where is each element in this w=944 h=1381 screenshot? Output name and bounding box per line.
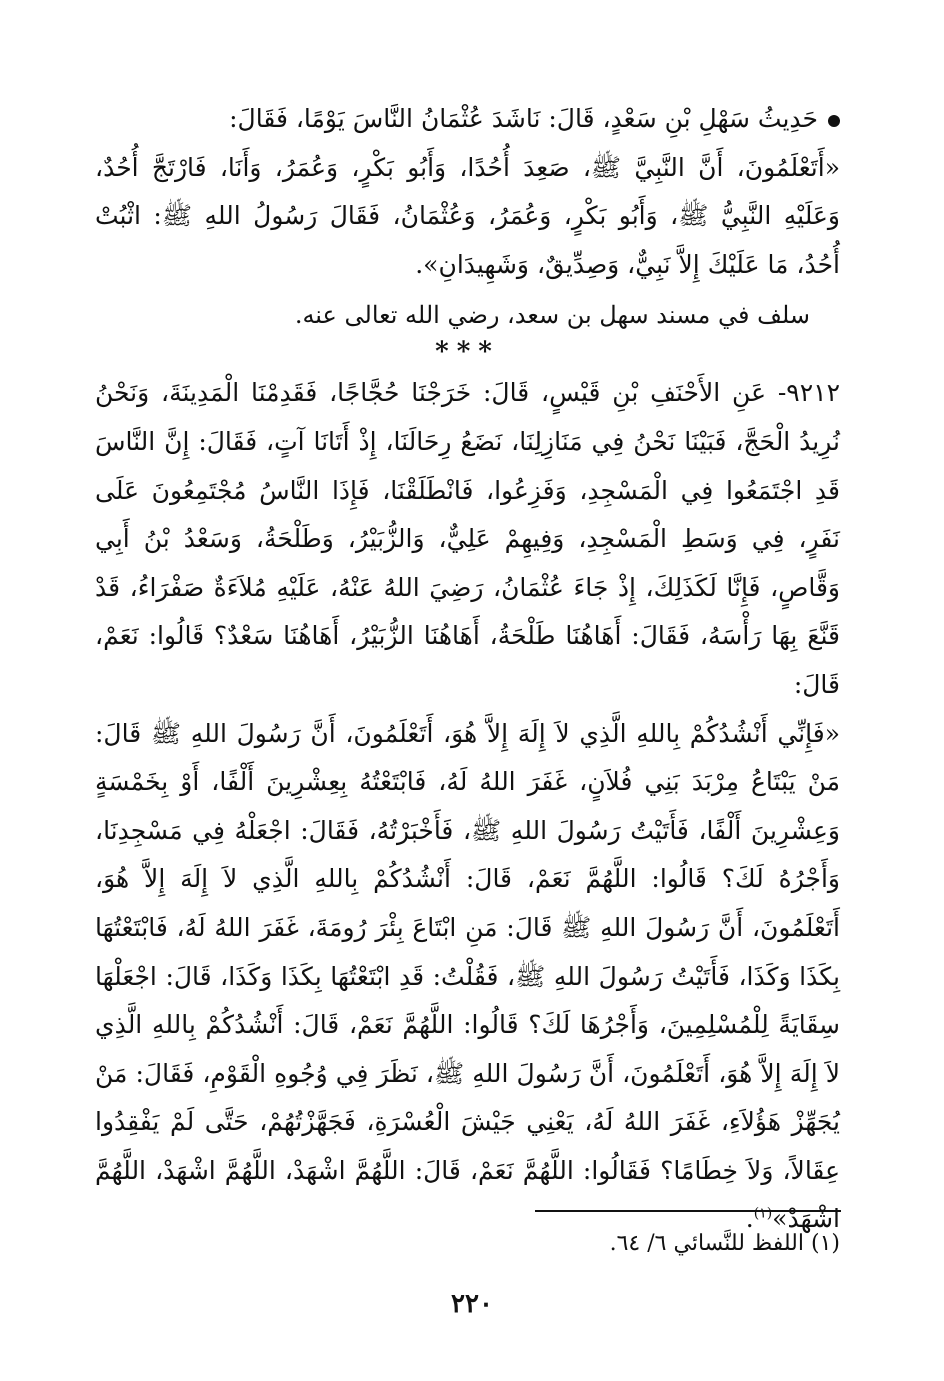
paragraph-1-quote: «أَتَعْلَمُونَ، أَنَّ النَّبِيَّ ﷺ، صَعِدَ أُحُدًا، وَأَبُو بَكْرٍ، وَعُمَرُ، وَأَنَا، فَارْتَجَّ أُحُدٌ، وَعَلَيْهِ النَّبِيُّ ﷺ، وَأَبُو بَكْرٍ، وَعُمَرُ، وَعُثْمَانُ، فَقَالَ رَسُولُ اللهِ ﷺ: اثْبُتْ أُحُدُ، مَا عَلَيْكَ إِلاَّ نَبِيٌّ، وَصِدِّيقٌ، وَشَهِيدَانِ». [95, 152, 840, 279]
footnote-marker: (١) [753, 1206, 773, 1223]
paragraph-3-text: «فَإِنِّي أَنْشُدُكُمْ بِاللهِ الَّذِي لاَ إِلَهَ إِلاَّ هُوَ، أَتَعْلَمُونَ، أَنَّ رَسُولَ اللهِ ﷺ قَالَ: مَنْ يَبْتَاعُ مِرْبَدَ بَنِي فُلاَنٍ، غَفَرَ اللهُ لَهُ، فَابْتَعْتُهُ بِعِشْرِينَ أَلْفًا، أَوْ بِخَمْسَةٍ وَعِشْرِينَ أَلْفًا، فَأَتَيْتُ رَسُولَ اللهِ ﷺ، فَأَخْبَرْتُهُ، فَقَالَ: اجْعَلْهُ فِي مَسْجِدِنَا، وَأَجْرُهُ لَكَ؟ قَالُوا: اللَّهُمَّ نَعَمْ، قَالَ: أَنْشُدُكُمْ بِاللهِ الَّذِي لاَ إِلَهَ إِلاَّ هُوَ، أَتَعْلَمُونَ، أَنَّ رَسُولَ اللهِ ﷺ قَالَ: مَنِ ابْتَاعَ بِئْرَ رُومَةَ، غَفَرَ اللهُ لَهُ، فَابْتَعْتُهَا بِكَذَا وَكَذَا، فَأَتَيْتُ رَسُولَ اللهِ ﷺ، فَقُلْتُ: قَدِ ابْتَعْتُهَا بِكَذَا وَكَذَا، قَالَ: اجْعَلْهَا سِقَايَةً لِلْمُسْلِمِينَ، وَأَجْرُهَا لَكَ؟ قَالُوا: اللَّهُمَّ نَعَمْ، قَالَ: أَنْشُدُكُمْ بِاللهِ الَّذِي لاَ إِلَهَ إِلاَّ هُوَ، أَتَعْلَمُونَ، أَنَّ رَسُولَ اللهِ ﷺ، نَظَرَ فِي وُجُوهِ الْقَوْمِ، فَقَالَ: مَنْ يُجَهِّزْ هَؤُلاَءِ، غَفَرَ اللهُ لَهُ، يَعْنِي جَيْشَ الْعُسْرَةِ، فَجَهَّزْتُهُمْ، حَتَّى لَمْ يَفْقِدُوا عِقَالاً، وَلاَ خِطَامًا؟ فَقَالُوا: اللَّهُمَّ نَعَمْ، قَالَ: اللَّهُمَّ اشْهَدْ، اللَّهُمَّ اشْهَدْ، اللَّهُمَّ اشْهَدْ» [95, 718, 840, 1234]
page-body [95, 95, 840, 1244]
paragraph-2: ٩٢١٢- عَنِ الأَحْنَفِ بْنِ قَيْسٍ، قَالَ: خَرَجْنَا حُجَّاجًا، فَقَدِمْنَا الْمَدِينَةَ، وَنَحْنُ نُرِيدُ الْحَجَّ، فَبَيْنَا نَحْنُ فِي مَنَازِلِنَا، نَضَعُ رِحَالَنَا، إِذْ أَتَانَا آتٍ، فَقَالَ: إِنَّ النَّاسَ قَدِ اجْتَمَعُوا فِي الْمَسْجِدِ، وَفَزِعُوا، فَانْطَلَقْنَا، فَإِذَا النَّاسُ مُجْتَمِعُونَ عَلَى نَفَرٍ، فِي وَسَطِ الْمَسْجِدِ، وَفِيهِمْ عَلِيٌّ، وَالزُّبَيْرُ، وَطَلْحَةُ، وَسَعْدُ بْنُ أَبِي وَقَّاصٍ، فَإِنَّا لَكَذَلِكَ، إِذْ جَاءَ عُثْمَانُ، رَضِيَ اللهُ عَنْهُ، عَلَيْهِ مُلاَءَةٌ صَفْرَاءُ، قَدْ قَنَّعَ بِهَا رَأْسَهُ، فَقَالَ: أَهَاهُنَا طَلْحَةُ، أَهَاهُنَا الزُّبَيْرُ، أَهَاهُنَا سَعْدٌ؟ قَالُوا: نَعَمْ، قَالَ: [95, 378, 840, 699]
footnote-divider [535, 1210, 841, 1212]
bullet-line [95, 95, 840, 144]
footnote: (١) اللفظ للنَّسائي ٦/ ٦٤. [609, 1231, 840, 1256]
page-number: ٢٢٠ [451, 1289, 493, 1319]
paragraph-3-end: . [745, 1204, 754, 1234]
paragraph-1 [95, 95, 840, 289]
source-note: سلف في مسند سهل بن سعد، رضي الله تعالى عنه. [294, 301, 810, 330]
paragraph-3 [95, 710, 840, 1245]
paragraph-1-intro: حَدِيثُ سَهْلِ بْنِ سَعْدٍ، قَالَ: نَاشَدَ عُثْمَانُ النَّاسَ يَوْمًا، فَقَالَ: [229, 104, 818, 133]
section-separator: *** [435, 337, 500, 368]
bullet-icon [828, 115, 840, 127]
